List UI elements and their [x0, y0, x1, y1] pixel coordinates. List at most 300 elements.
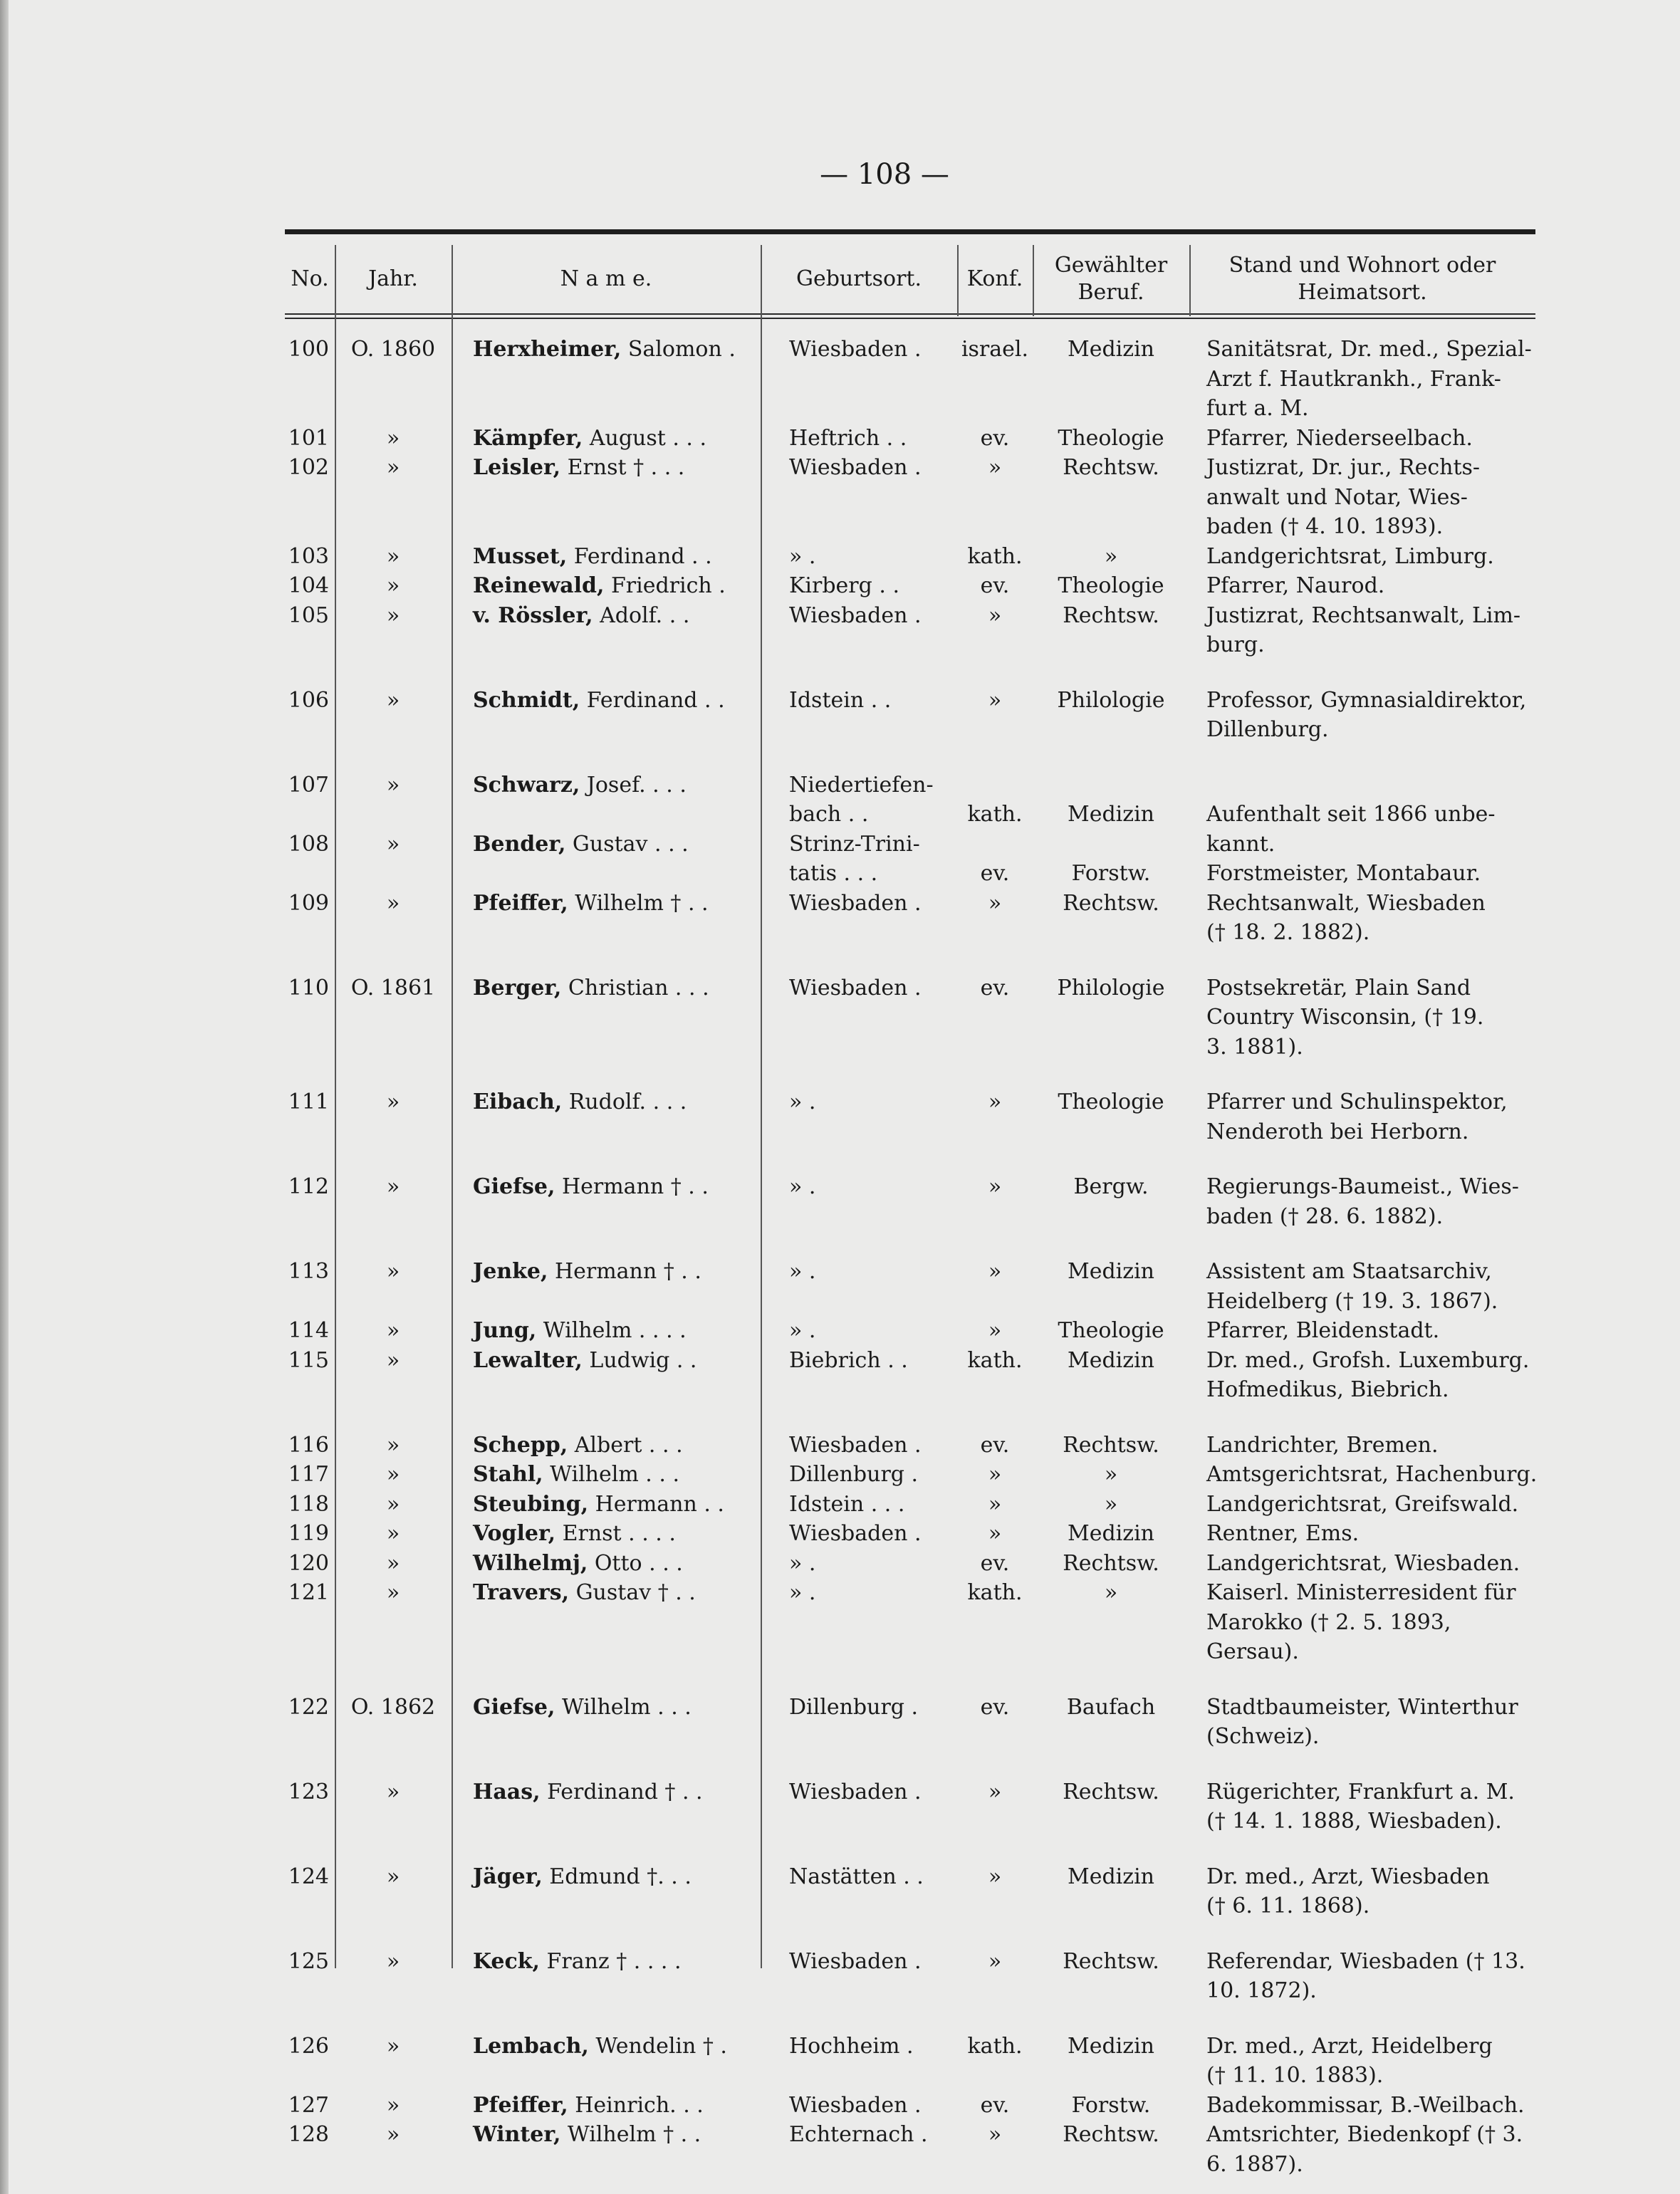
entry-year: » [386, 602, 400, 628]
entry-number: 114 [288, 1318, 329, 1343]
entry-birthplace [761, 1172, 957, 1231]
entry-residence [1189, 1257, 1535, 1316]
entry-birthplace [761, 1862, 957, 1921]
residence-line: Gersau). [1206, 1639, 1299, 1664]
entry-confession [957, 1519, 1033, 1549]
entry-surname: Giefse, [473, 1174, 555, 1199]
birthplace-line: Wiesbaden . [789, 1521, 922, 1546]
residence-line: Rechtsanwalt, Wiesbaden [1206, 890, 1486, 916]
entry-number: 110 [288, 975, 329, 1001]
birthplace-line: » . [789, 1259, 816, 1284]
entry-birthplace [761, 571, 957, 601]
residence-line: Dr. med., Arzt, Wiesbaden [1206, 1864, 1490, 1889]
profession-line: » [1104, 543, 1118, 569]
profession-line: Theologie [1058, 425, 1164, 451]
confession-line: ev. [980, 975, 1010, 1001]
confession-line: kath. [967, 2033, 1023, 2059]
entry-confession [957, 601, 1033, 660]
entry-birthplace [761, 1549, 957, 1579]
entry-number: 128 [288, 2122, 329, 2147]
entry-confession [957, 889, 1033, 948]
profession-line: » [1104, 1580, 1118, 1605]
confession-line: ev. [980, 1550, 1010, 1576]
entry-name [452, 770, 761, 830]
birthplace-line: Dillenburg . [789, 1462, 919, 1487]
entry-year: » [386, 890, 400, 916]
entry-name [452, 830, 761, 889]
entry-given-name: Ferdinand . . [567, 543, 712, 569]
table-row [285, 571, 1535, 601]
profession-line: Rechtsw. [1063, 455, 1159, 480]
confession-line: » [988, 1174, 1002, 1199]
entry-surname: Bender, [473, 831, 566, 857]
entry-year: » [386, 1779, 400, 1804]
entry-given-name: Adolf. . . [593, 602, 690, 628]
entry-number: 103 [288, 543, 329, 569]
entry-given-name: Wilhelm . . . . [536, 1318, 687, 1343]
entry-residence [1189, 424, 1535, 454]
entry-surname: Stahl, [473, 1462, 543, 1487]
residence-line: kannt. [1206, 831, 1275, 857]
entry-surname: Schwarz, [473, 772, 580, 798]
profession-line: Medizin [1068, 2033, 1154, 2059]
profession-line: Rechtsw. [1063, 602, 1159, 628]
entry-profession [1033, 1549, 1189, 1579]
entry-birthplace [761, 889, 957, 948]
birthplace-line: Hochheim . [789, 2033, 914, 2059]
entry-name [452, 2120, 761, 2179]
entry-confession [957, 1862, 1033, 1921]
entry-number: 119 [288, 1521, 329, 1546]
residence-line: Stadtbaumeister, Winterthur [1206, 1694, 1518, 1720]
entry-surname: Pfeiffer, [473, 2092, 568, 2118]
residence-line: Kaiserl. Ministerresident für [1206, 1580, 1516, 1605]
entry-birthplace [761, 1431, 957, 1461]
entry-birthplace [761, 1346, 957, 1405]
confession-line [957, 830, 1033, 860]
header-konf: Konf. [966, 266, 1023, 291]
entry-year: » [386, 1432, 400, 1458]
confession-line: » [988, 1259, 1002, 1284]
confession-line: » [988, 1948, 1002, 1974]
entry-name [452, 889, 761, 948]
profession-line: Medizin [1068, 1259, 1154, 1284]
entry-number: 126 [288, 2033, 329, 2059]
entry-birthplace [761, 424, 957, 454]
entry-profession [1033, 335, 1189, 424]
entry-birthplace [761, 1316, 957, 1346]
table-row [285, 1578, 1535, 1667]
confession-line: » [988, 1491, 1002, 1517]
profession-line: Baufach [1066, 1694, 1156, 1720]
birthplace-line: » . [789, 1090, 816, 1114]
header-name: N a m e. [560, 266, 652, 291]
residence-line: 3. 1881). [1206, 1034, 1303, 1060]
residence-line: Hofmedikus, Biebrich. [1206, 1377, 1449, 1402]
entry-year: » [386, 425, 400, 451]
entry-year: » [386, 1580, 400, 1605]
entry-birthplace [761, 1087, 957, 1146]
entry-birthplace [761, 1490, 957, 1520]
entry-surname: Wilhelmj, [473, 1550, 588, 1576]
entry-profession [1033, 686, 1189, 745]
birthplace-line: » . [789, 1550, 816, 1576]
confession-line: ev. [980, 1694, 1010, 1720]
profession-line: Rechtsw. [1063, 2122, 1159, 2147]
entry-given-name: Ernst . . . . [555, 1521, 676, 1546]
table-row [285, 1862, 1535, 1921]
birthplace-line: Wiesbaden . [789, 1948, 922, 1974]
residence-line: Sanitätsrat, Dr. med., Spezial- [1206, 337, 1532, 362]
entry-surname: Haas, [473, 1779, 541, 1804]
entry-number: 111 [288, 1090, 329, 1114]
birthplace-line: bach . . [789, 802, 869, 827]
birthplace-line: Idstein . . [789, 687, 892, 713]
confession-line: » [988, 1779, 1002, 1804]
entry-given-name: Albert . . . [568, 1432, 683, 1458]
profession-line: Medizin [1068, 1347, 1154, 1373]
entry-year: » [386, 1521, 400, 1546]
entry-profession [1033, 1519, 1189, 1549]
profession-line: Rechtsw. [1063, 890, 1159, 916]
profession-line: Rechtsw. [1063, 1432, 1159, 1458]
table-row [285, 1693, 1535, 1752]
residence-line: Dillenburg. [1206, 717, 1329, 742]
entry-residence [1189, 1460, 1538, 1490]
entry-name [452, 1490, 761, 1520]
header-stand: Stand und Wohnort oder Heimatsort. [1228, 253, 1496, 305]
profession-line: Forstw. [1071, 2092, 1151, 2118]
entry-profession [1033, 1693, 1189, 1752]
entry-confession [957, 1490, 1033, 1520]
entry-name [452, 1346, 761, 1405]
entry-year: O. 1860 [350, 337, 436, 362]
confession-line: ev. [980, 573, 1010, 598]
header-rule [285, 313, 1535, 319]
entry-residence [1189, 453, 1535, 542]
entry-confession [957, 2091, 1033, 2121]
entry-profession [1033, 889, 1189, 948]
residence-line: Landgerichtsrat, Wiesbaden. [1206, 1550, 1520, 1576]
entry-year: » [386, 573, 400, 598]
entry-surname: v. Rössler, [473, 602, 593, 628]
row-spacer [285, 1667, 1535, 1693]
entry-name [452, 1316, 761, 1346]
entry-birthplace [761, 453, 957, 542]
entry-confession [957, 770, 1033, 830]
entry-given-name: Ernst † . . . [560, 455, 685, 480]
row-spacer [285, 1837, 1535, 1862]
entry-profession [1033, 1862, 1189, 1921]
birthplace-line: tatis . . . [789, 861, 878, 886]
birthplace-line: Heftrich . . [789, 425, 907, 451]
entry-residence [1189, 830, 1535, 889]
confession-line: kath. [967, 1580, 1023, 1605]
residence-line: Country Wisconsin, († 19. [1206, 1005, 1484, 1030]
entry-given-name: Josef. . . . [580, 772, 687, 798]
entry-name [452, 424, 761, 454]
profession-line: Philologie [1057, 975, 1165, 1001]
entry-confession [957, 830, 1033, 889]
entry-confession [957, 1316, 1033, 1346]
birthplace-line: Dillenburg . [789, 1694, 919, 1720]
entry-confession [957, 686, 1033, 745]
entry-confession [957, 1460, 1033, 1490]
entry-birthplace [761, 973, 957, 1062]
entry-surname: Leisler, [473, 455, 561, 480]
residence-line: Marokko († 2. 5. 1893, [1206, 1609, 1451, 1635]
birthplace-line: Wiesbaden . [789, 2092, 922, 2118]
entry-profession [1033, 601, 1189, 660]
entry-profession [1033, 2032, 1189, 2091]
table-row [285, 1460, 1538, 1490]
confession-line: » [988, 1318, 1002, 1343]
entry-year: » [386, 1259, 400, 1284]
entry-confession [957, 571, 1033, 601]
entry-given-name: Gustav . . . [565, 831, 689, 857]
entry-residence [1189, 335, 1535, 424]
entry-given-name: Gustav † . . [569, 1580, 696, 1605]
entry-number: 124 [288, 1864, 329, 1889]
entry-confession [957, 453, 1033, 542]
residence-line [1206, 770, 1535, 800]
top-rule [285, 229, 1535, 234]
profession-line [1033, 770, 1189, 800]
entry-surname: Herxheimer, [473, 337, 622, 362]
entry-name [452, 335, 761, 424]
table-row [285, 1087, 1535, 1146]
profession-line: Theologie [1058, 1318, 1164, 1343]
residence-line: Pfarrer und Schulinspektor, [1206, 1090, 1508, 1114]
entry-given-name: Wendelin † . [588, 2033, 727, 2059]
row-spacer [285, 948, 1535, 973]
residence-line: furt a. M. [1206, 396, 1309, 421]
entry-profession [1033, 1087, 1189, 1146]
residence-line: Aufenthalt seit 1866 unbe- [1206, 802, 1496, 827]
entry-number: 123 [288, 1779, 329, 1804]
birthplace-line: » . [789, 1318, 816, 1343]
entry-number: 117 [288, 1462, 329, 1487]
entry-residence [1189, 1777, 1535, 1837]
entry-profession [1033, 770, 1189, 830]
entry-name [452, 1777, 761, 1837]
residence-line: Heidelberg († 19. 3. 1867). [1206, 1288, 1498, 1314]
birthplace-line: Wiesbaden . [789, 455, 922, 480]
table-row [285, 453, 1535, 542]
entry-year: » [386, 1347, 400, 1373]
entry-given-name: Ferdinand † . . [540, 1779, 703, 1804]
confession-line: » [988, 687, 1002, 713]
header-geburtsort: Geburtsort. [795, 266, 922, 291]
entry-name [452, 973, 761, 1062]
confession-line: ev. [980, 425, 1010, 451]
entry-residence [1189, 601, 1535, 660]
profession-line: Medizin [1068, 337, 1154, 362]
birthplace-line: Wiesbaden . [789, 337, 922, 362]
entry-name [452, 2032, 761, 2091]
entry-profession [1033, 1490, 1189, 1520]
row-spacer [285, 1405, 1535, 1431]
entry-given-name: Wilhelm † . . [568, 890, 709, 916]
residence-line: Professor, Gymnasialdirektor, [1206, 687, 1527, 713]
confession-line: israel. [961, 337, 1029, 362]
residence-line: (Schweiz). [1206, 1724, 1320, 1749]
entry-surname: Musset, [473, 543, 568, 569]
entry-birthplace [761, 1693, 957, 1752]
residence-line: Amtsrichter, Biedenkopf († 3. [1206, 2122, 1523, 2147]
entry-given-name: Salomon . [621, 337, 736, 362]
entry-number: 125 [288, 1948, 329, 1974]
entry-given-name: Hermann † . . [548, 1259, 701, 1284]
profession-line: Medizin [1068, 802, 1154, 827]
entry-number: 102 [288, 455, 329, 480]
entry-residence [1189, 889, 1535, 948]
entry-year: O. 1862 [350, 1694, 436, 1720]
confession-line: » [988, 602, 1002, 628]
residence-line: Pfarrer, Niederseelbach. [1206, 425, 1473, 451]
entry-name [452, 686, 761, 745]
entry-name [452, 453, 761, 542]
entry-residence [1189, 571, 1535, 601]
entry-profession [1033, 1431, 1189, 1461]
entry-surname: Schmidt, [473, 687, 580, 713]
entry-year: » [386, 1174, 400, 1199]
entry-number: 120 [288, 1550, 329, 1576]
entry-year: » [386, 1462, 400, 1487]
header-no: No. [291, 266, 329, 291]
profession-line: Rechtsw. [1063, 1948, 1159, 1974]
confession-line: » [988, 455, 1002, 480]
entry-given-name: Christian . . . [561, 975, 709, 1001]
residence-line: Dr. med., Grofsh. Luxemburg. [1206, 1347, 1530, 1373]
residence-line: Forstmeister, Montabaur. [1206, 861, 1481, 886]
entry-profession [1033, 1316, 1189, 1346]
birthplace-line: Wiesbaden . [789, 975, 922, 1001]
entry-year: » [386, 772, 400, 798]
row-spacer [285, 660, 1535, 686]
entry-number: 107 [288, 772, 329, 798]
table-row [285, 2032, 1535, 2091]
entry-number: 127 [288, 2092, 329, 2118]
entry-surname: Vogler, [473, 1521, 556, 1546]
entry-residence [1189, 1087, 1535, 1146]
entry-name [452, 1257, 761, 1316]
residence-line: Arzt f. Hautkrankh., Frank- [1206, 366, 1501, 392]
entry-name [452, 1947, 761, 2006]
residence-line: 10. 1872). [1206, 1978, 1317, 2003]
table-row [285, 542, 1535, 572]
entry-given-name: Heinrich. . . [568, 2092, 704, 2118]
header-beruf: Gewählter Beruf. [1054, 253, 1168, 305]
entry-birthplace [761, 770, 957, 830]
header-jahr: Jahr. [368, 266, 418, 291]
profession-line: Forstw. [1071, 861, 1151, 886]
entry-given-name: Wilhelm † . . [560, 2122, 701, 2147]
entry-number: 113 [288, 1259, 329, 1284]
residence-line: Assistent am Staatsarchiv, [1206, 1259, 1492, 1284]
entry-given-name: Edmund †. . . [542, 1864, 692, 1889]
residence-line: († 11. 10. 1883). [1206, 2063, 1384, 2088]
profession-line: Bergw. [1073, 1174, 1149, 1199]
birthplace-line: Biebrich . . [789, 1347, 908, 1373]
entry-confession [957, 1346, 1033, 1405]
residence-line: anwalt und Notar, Wies- [1206, 484, 1468, 510]
entry-residence [1189, 1172, 1535, 1231]
residence-line: Landrichter, Bremen. [1206, 1432, 1439, 1458]
entry-number: 118 [288, 1491, 329, 1517]
confession-line: ev. [980, 1432, 1010, 1458]
entry-profession [1033, 973, 1189, 1062]
entry-confession [957, 1693, 1033, 1752]
entry-name [452, 1862, 761, 1921]
birthplace-line: Wiesbaden . [789, 602, 922, 628]
confession-line: kath. [967, 543, 1023, 569]
entry-name [452, 1578, 761, 1667]
entry-name [452, 542, 761, 572]
entry-residence [1189, 973, 1535, 1062]
profession-line: Theologie [1058, 573, 1164, 598]
entry-residence [1189, 2091, 1535, 2121]
birthplace-line: Kirberg . . [789, 573, 899, 598]
entry-confession [957, 1947, 1033, 2006]
entry-number: 109 [288, 890, 329, 916]
entry-profession [1033, 424, 1189, 454]
table-row [285, 1549, 1535, 1579]
entry-given-name: Wilhelm . . . [555, 1694, 692, 1720]
entry-given-name: Ludwig . . [582, 1347, 697, 1373]
row-spacer [285, 1231, 1535, 1257]
entry-residence [1189, 686, 1535, 745]
entry-number: 100 [288, 337, 329, 362]
entry-given-name: Hermann . . [588, 1491, 724, 1517]
profession-line: » [1104, 1491, 1118, 1517]
entry-confession [957, 1257, 1033, 1316]
table-row [285, 335, 1535, 424]
residence-line: († 14. 1. 1888, Wiesbaden). [1206, 1809, 1502, 1834]
entry-number: 101 [288, 425, 329, 451]
row-spacer [285, 1921, 1535, 1947]
birthplace-line: Wiesbaden . [789, 1432, 922, 1458]
birthplace-line: Idstein . . . [789, 1491, 905, 1517]
entry-year: » [386, 2033, 400, 2059]
entry-year: » [386, 1491, 400, 1517]
birthplace-line: Wiesbaden . [789, 890, 922, 916]
entry-surname: Jung, [473, 1318, 537, 1343]
entry-given-name: Franz † . . . . [540, 1948, 682, 1974]
table-row [285, 1431, 1535, 1461]
entry-birthplace [761, 1947, 957, 2006]
table-row [285, 1172, 1535, 1231]
entry-number: 112 [288, 1174, 329, 1199]
entry-surname: Kämpfer, [473, 425, 583, 451]
residence-line: Justizrat, Dr. jur., Rechts- [1206, 455, 1481, 480]
entry-residence [1189, 1549, 1535, 1579]
birthplace-line: » . [789, 1174, 816, 1199]
entry-confession [957, 2120, 1033, 2179]
residence-line: Badekommissar, B.-Weilbach. [1206, 2092, 1525, 2118]
entry-residence [1189, 1490, 1535, 1520]
entry-birthplace [761, 1578, 957, 1667]
profession-line: Theologie [1058, 1090, 1164, 1114]
residence-line: Landgerichtsrat, Greifswald. [1206, 1491, 1519, 1517]
entry-given-name: August . . . [583, 425, 707, 451]
entry-birthplace [761, 1777, 957, 1837]
profession-line: Philologie [1057, 687, 1165, 713]
entry-name [452, 1172, 761, 1231]
residence-line: Rügerichter, Frankfurt a. M. [1206, 1779, 1515, 1804]
entry-name [452, 1431, 761, 1461]
entry-given-name: Otto . . . [588, 1550, 683, 1576]
